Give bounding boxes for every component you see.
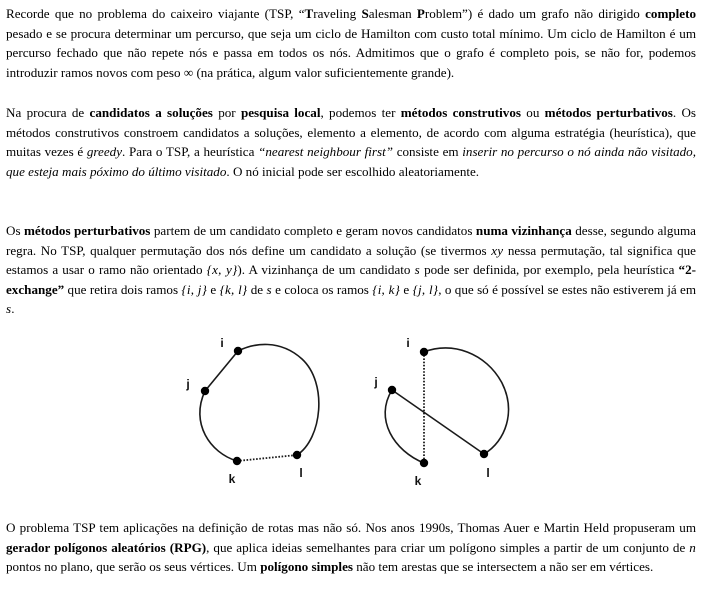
text-run: raveling — [313, 6, 362, 21]
text-run: , o que só é possível se estes não estiverem já em — [438, 281, 697, 297]
italic-term-greedy: greedy — [86, 144, 123, 160]
node-k — [233, 457, 241, 465]
node-k — [420, 459, 428, 467]
node-label-j: j — [374, 375, 378, 389]
text-run: , podemos ter — [320, 105, 401, 120]
node-i — [420, 348, 428, 356]
edge-j-l — [392, 390, 484, 454]
node-j — [201, 387, 209, 395]
paragraph-tsp-definition — [0, 4, 704, 82]
math-set-jl: {j, l} — [412, 281, 439, 297]
text-run: . Para o TSP, a heurística — [122, 144, 259, 160]
bold-term-rpg: gerador polígonos aleatórios (RPG) — [6, 539, 207, 555]
text-run: partem de um candidato completo e geram novos candidatos — [150, 223, 476, 238]
math-set-ik: {i, k} — [372, 281, 401, 297]
text-run: . — [11, 301, 15, 317]
math-var-s: s — [266, 281, 272, 297]
text-run: que retira dois ramos — [64, 281, 182, 297]
text-run: O problema TSP tem aplicações na definição de rotas mas não só. Nos anos 1990s, Thomas Auer e Martin Held propuseram um — [6, 520, 696, 535]
text-run: consiste em — [393, 144, 463, 160]
math-var-s: s — [6, 301, 12, 317]
edge-k-l-dotted — [237, 455, 297, 461]
text-run: pontos no plano, que serão os seus vértices. Um — [6, 559, 261, 575]
text-run: por — [212, 105, 241, 120]
text-run: de — [247, 281, 267, 297]
arc-edge-j-k — [385, 390, 424, 463]
text-run: Na procura de — [6, 105, 90, 120]
math-set-xy: {x, y} — [206, 262, 238, 278]
text-run: (na prática, algum valor suficientemente grande). — [193, 64, 455, 80]
node-label-l: l — [486, 466, 490, 480]
node-l — [293, 451, 301, 459]
text-run: e — [400, 281, 413, 297]
arc-edge-i-l — [424, 348, 508, 454]
bold-term-2-exchange: “2-exchange” — [6, 262, 697, 297]
edge-i-j — [205, 351, 238, 391]
bold-term-metodos-construtivos: métodos construtivos — [400, 105, 521, 120]
bold-term-poligono-simples: polígono simples — [260, 559, 353, 575]
text-run: , que aplica ideias semelhantes para criar um polígono simples a partir de um conjunto de — [206, 539, 690, 555]
text-run: ou — [520, 105, 545, 120]
tsp-cycle-after-diagram — [360, 327, 560, 507]
bold-initial-s: S — [361, 6, 369, 21]
math-set-ij: {i, j} — [181, 281, 208, 297]
text-run: . Os métodos construtivos constroem candidatos a soluções, elemento a elemento, de acordo com alguma estratégia (heurística), que muitas vezes é — [6, 105, 697, 160]
node-j — [388, 386, 396, 394]
bold-initial-t: T — [304, 6, 314, 21]
node-label-k: k — [414, 474, 422, 488]
text-run: . O nó inicial pode ser escolhido aleatoriamente. — [226, 163, 480, 179]
figure-2-exchange-illustration — [0, 327, 704, 507]
text-run: e coloca os ramos — [271, 281, 373, 297]
math-var-xy: xy — [491, 242, 504, 258]
node-label-l: l — [299, 466, 303, 480]
node-label-i: i — [406, 336, 410, 350]
bold-term-metodos-perturbativos: métodos perturbativos — [544, 105, 673, 120]
text-run: Recorde que no problema do caixeiro viajante (TSP, “ — [6, 6, 305, 21]
bold-term-pesquisa-local: pesquisa local — [240, 105, 321, 120]
text-run: desse, segundo alguma regra. No TSP, qualquer permutação dos nós define um candidato a solução (se tivermos — [6, 223, 696, 258]
node-label-k: k — [228, 472, 236, 486]
paragraph-rpg-applications — [0, 518, 704, 577]
node-i — [234, 347, 242, 355]
bold-term-metodos-perturbativos: métodos perturbativos — [24, 223, 151, 238]
arc-edge-j-k — [200, 391, 237, 461]
italic-term-nearest-neighbour: “nearest neighbour first” — [258, 144, 394, 160]
text-run: pesado e se procura determinar um percurso, que seja um ciclo de Hamilton com custo total mínimo. Um ciclo de Hamilton é um percurso fechado que não repete nós e passa em todos os nós. Admitimos que o grafo é completo pois, se não for, podemos introduzir ramos novos com peso — [6, 25, 696, 80]
math-var-n: n — [689, 539, 697, 555]
text-run: nessa permutação, tal significa que estamos a usar o ramo não orientado — [6, 242, 696, 278]
node-l — [480, 450, 488, 458]
text-run: pode ser definida, por exemplo, pela heurística — [419, 262, 679, 278]
node-label-i: i — [220, 336, 224, 350]
node-label-j: j — [186, 377, 190, 391]
italic-heuristic-description: inserir no percurso o nó ainda não visitado, que esteja mais póximo do último visitado — [6, 144, 696, 179]
text-run: alesman — [368, 6, 417, 21]
text-run: Os — [6, 223, 25, 238]
bold-term-vizinhanca: numa vizinhança — [475, 223, 572, 238]
bold-term-candidatos: candidatos a soluções — [89, 105, 213, 120]
bold-term-completo: completo — [645, 6, 696, 21]
paragraph-constructive-methods — [0, 103, 704, 181]
math-var-s: s — [414, 262, 420, 278]
text-run: não tem arestas que se intersectem a não ser em vértices. — [352, 559, 654, 575]
tsp-cycle-before-diagram — [150, 327, 350, 507]
arc-edge-l-i — [238, 344, 319, 455]
text-run: ). A vizinhança de um candidato — [237, 262, 415, 278]
text-run: e — [207, 281, 220, 297]
bold-initial-p: P — [416, 6, 425, 21]
math-set-kl: {k, l} — [219, 281, 248, 297]
infinity-symbol: ∞ — [183, 64, 194, 80]
paragraph-perturbative-methods — [0, 221, 704, 319]
text-run: roblem”) é dado um grafo não dirigido — [424, 6, 646, 21]
